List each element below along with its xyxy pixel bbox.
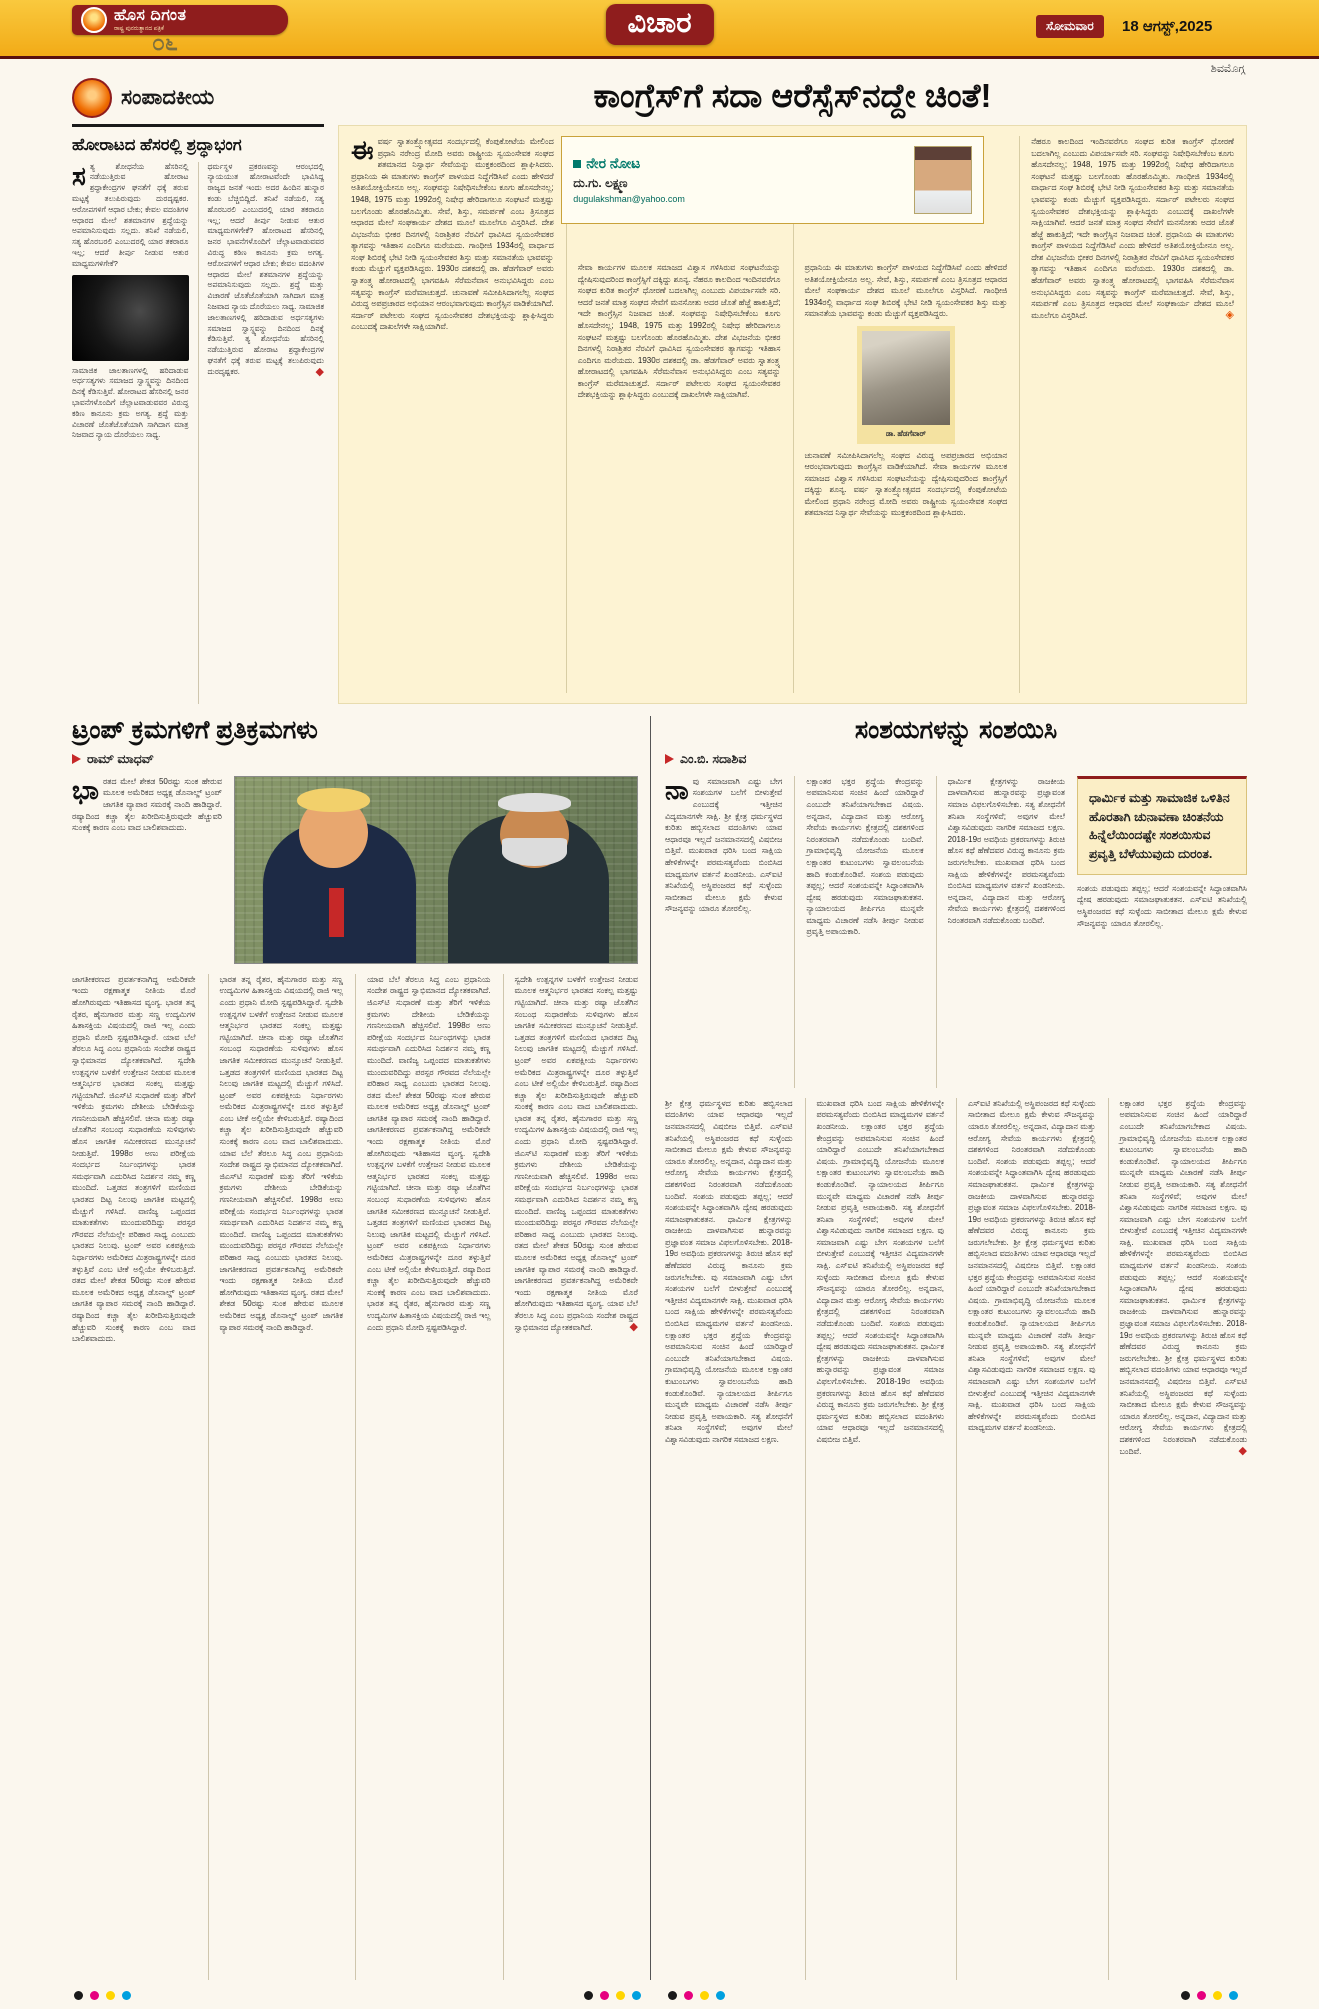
article-text: ಮುಖವಾಡ ಧರಿಸಿ ಬಂದ ಸಾಕ್ಷಿಯ ಹೇಳಿಕೆಗಳನ್ನೇ ಪರಮಸತ್ಯವೆಂದು ಬಿಂಬಿಸಿದ ಮಾಧ್ಯಮಗಳ ವರ್ತನೆ ಖಂಡನೀಯ. ಲಕ್ಷಾಂತರ ಭಕ್ತರ ಶ್ರದ್ಧೆಯ ಕೇಂದ್ರವನ್ನು ಅಪಮಾನಿಸುವ ಸಂಚಿನ ಹಿಂದೆ ಯಾರಿದ್ದಾರೆ ಎಂಬುದೇ ತನಿಖೆಯಾಗಬೇಕಾದ ವಿಷಯ. ಗ್ರಾಮಾಭಿವೃದ್ಧಿ ಯೋಜನೆಯ ಮೂಲಕ ಲಕ್ಷಾಂತರ ಕುಟುಂಬಗಳು ಸ್ವಾವಲಂಬನೆಯ ಹಾದಿ ಕಂಡುಕೊಂಡಿವೆ. ನ್ಯಾಯಾಲಯದ ತೀರ್ಪಿಗೂ ಮುನ್ನವೇ ಮಾಧ್ಯಮ ವಿಚಾರಣೆ ನಡೆಸಿ ತೀರ್ಪು ನೀಡುವ ಪ್ರವೃತ್ತಿ ಅಪಾಯಕಾರಿ. ಸತ್ಯ ಶೋಧನೆಗೆ ತನಿಖಾ ಸಂಸ್ಥೆಗಳಿವೆ; ಅವುಗಳ ಮೇಲೆ ವಿಶ್ವಾಸವಿಡುವುದು ನಾಗರಿಕ ಸಮಾಜದ ಲಕ್ಷಣ. ವು ಸಮಾಜವಾಗಿ ಎಷ್ಟು ಬೇಗ ಸಂಶಯಗಳ ಬಲೆಗೆ ಬೀಳುತ್ತೇವೆ ಎಂಬುದಕ್ಕೆ ಇತ್ತೀಚಿನ ವಿದ್ಯಮಾನಗಳೇ ಸಾಕ್ಷಿ. ಎಸ್‌ಐಟಿ ತನಿಖೆಯಲ್ಲಿ ಅಸ್ಥಿಪಂಜರದ ಕಥೆ ಸುಳ್ಳೆಂದು ಸಾಬೀತಾದ ಮೇಲೂ ಕ್ಷಮೆ ಕೇಳುವ ಸೌಜನ್ಯವನ್ನು ಯಾರೂ ತೋರಲಿಲ್ಲ. ಅನ್ನದಾನ, ವಿದ್ಯಾದಾನ ಮತ್ತು ಆರೋಗ್ಯ ಸೇವೆಯ ಕಾರ್ಯಗಳು ಕ್ಷೇತ್ರದಲ್ಲಿ ದಶಕಗಳಿಂದ ನಿರಂತರವಾಗಿ ನಡೆದುಕೊಂಡು ಬಂದಿವೆ. ಸಂಶಯ ಪಡುವುದು ತಪ್ಪಲ್ಲ; ಆದರೆ ಸಂಶಯವನ್ನೇ ಸಿದ್ಧಾಂತವಾಗಿಸಿ ದ್ವೇಷ ಹರಡುವುದು ಸಮಾಜಘಾತುಕತನ. ಧಾರ್ಮಿಕ ಕ್ಷೇತ್ರಗಳನ್ನು ರಾಜಕೀಯ ದಾಳವಾಗಿಸುವ ಹುನ್ನಾರವನ್ನು ಪ್ರಜ್ಞಾವಂತ ಸಮಾಜ ವಿಫಲಗೊಳಿಸಬೇಕು. 2018-19ರ ಅವಧಿಯ ಪ್ರಕರಣಗಳನ್ನು ತಿರುಚಿ ಹೊಸ ಕಥೆ ಹೆಣೆದವರ ವಿರುದ್ಧ ಕಾನೂನು ಕ್ರಮ ಜರುಗಲೇಬೇಕು. ಶ್ರೀ ಕ್ಷೇತ್ರ ಧರ್ಮಸ್ಥಳದ ಕುರಿತು ಹಬ್ಬಿಸಲಾದ ವದಂತಿಗಳು ಯಾವ ಆಧಾರವೂ ಇಲ್ಲದೆ ಜನಮಾನಸದಲ್ಲಿ ವಿಷಬೀಜ ಬಿತ್ತಿವೆ.: [816, 1098, 944, 1444]
article-column: [72, 974, 196, 1980]
byline-arrow-icon: [665, 754, 674, 764]
article-text: ಸ್ವದೇಶಿ ಉತ್ಪನ್ನಗಳ ಬಳಕೆಗೆ ಉತ್ತೇಜನ ನೀಡುವ ಮೂಲಕ ಆತ್ಮನಿರ್ಭರ ಭಾರತದ ಸಂಕಲ್ಪ ಮತ್ತಷ್ಟು ಗಟ್ಟಿಯಾಗಿದೆ. ಚೀನಾ ಮತ್ತು ರಷ್ಯಾ ಜೊತೆಗಿನ ಸಂಬಂಧ ಸುಧಾರಣೆಯ ಸುಳಿವುಗಳು ಹೊಸ ಜಾಗತಿಕ ಸಮೀಕರಣದ ಮುನ್ಸೂಚನೆ ನೀಡುತ್ತಿವೆ. ಒತ್ತಡದ ತಂತ್ರಗಳಿಗೆ ಮಣಿಯದ ಭಾರತದ ದಿಟ್ಟ ನಿಲುವು ಜಾಗತಿಕ ಮಟ್ಟದಲ್ಲಿ ಮೆಚ್ಚುಗೆ ಗಳಿಸಿದೆ. ಟ್ರಂಪ್ ಅವರ ಏಕಪಕ್ಷೀಯ ನಿರ್ಧಾರಗಳು ಅಮೆರಿಕದ ಮಿತ್ರರಾಷ್ಟ್ರಗಳನ್ನೇ ದೂರ ತಳ್ಳುತ್ತಿವೆ ಎಂಬ ಟೀಕೆ ಅಲ್ಲಿಯೇ ಕೇಳಿಬರುತ್ತಿದೆ. ರಷ್ಯಾದಿಂದ ಕಚ್ಚಾ ತೈಲ ಖರೀದಿಸುತ್ತಿರುವುದೇ ಹೆಚ್ಚುವರಿ ಸುಂಕಕ್ಕೆ ಕಾರಣ ಎಂಬ ವಾದ ಬಾಲಿಶವಾದುದು. ಭಾರತ ತನ್ನ ರೈತರ, ಹೈನುಗಾರರ ಮತ್ತು ಸಣ್ಣ ಉದ್ಯಮಿಗಳ ಹಿತಾಸಕ್ತಿಯ ವಿಷಯದಲ್ಲಿ ರಾಜಿ ಇಲ್ಲ ಎಂದು ಪ್ರಧಾನಿ ಮೋದಿ ಸ್ಪಷ್ಟಪಡಿಸಿದ್ದಾರೆ. ಜಿಎಸ್‌ಟಿ ಸುಧಾರಣೆ ಮತ್ತು ತೆರಿಗೆ ಇಳಿಕೆಯ ಕ್ರಮಗಳು ದೇಶೀಯ ಬೇಡಿಕೆಯನ್ನು ಗಣನೀಯವಾಗಿ ಹೆಚ್ಚಿಸಲಿವೆ. 1998ರ ಅಣು ಪರೀಕ್ಷೆಯ ಸಂದರ್ಭದ ನಿರ್ಬಂಧಗಳನ್ನು ಭಾರತ ಸಮರ್ಥವಾಗಿ ಎದುರಿಸಿದ ನಿದರ್ಶನ ನಮ್ಮ ಕಣ್ಣ ಮುಂದಿದೆ. ವಾಣಿಜ್ಯ ಒಪ್ಪಂದದ ಮಾತುಕತೆಗಳು ಮುಂದುವರಿದಿದ್ದು ಪರಸ್ಪರ ಗೌರವದ ನೆಲೆಯಲ್ಲೇ ಪರಿಹಾರ ಸಾಧ್ಯ ಎಂಬುದು ಭಾರತದ ನಿಲುವು. ರತದ ಮೇಲೆ ಶೇಕಡ 50ರಷ್ಟು ಸುಂಕ ಹೇರುವ ಮೂಲಕ ಅಮೆರಿಕದ ಅಧ್ಯಕ್ಷ ಡೊನಾಲ್ಡ್ ಟ್ರಂಪ್ ಜಾಗತಿಕ ವ್ಯಾಪಾರ ಸಮರಕ್ಕೆ ನಾಂದಿ ಹಾಡಿದ್ದಾರೆ. ಜಾಗತೀಕರಣದ ಪ್ರವರ್ತಕನಾಗಿದ್ದ ಅಮೆರಿಕವೇ ಇಂದು ರಕ್ಷಣಾತ್ಮಕ ನೀತಿಯ ಮೊರೆ ಹೋಗಿರುವುದು ಇತಿಹಾಸದ ವ್ಯಂಗ್ಯ. ಯಾವ ಬೆಲೆ ತೆರಲೂ ಸಿದ್ಧ ಎಂಬ ಪ್ರಧಾನಿಯ ಸಂದೇಶ ರಾಷ್ಟ್ರದ ಸ್ವಾಭಿಮಾನದ ದ್ಯೋತಕವಾಗಿದೆ.: [514, 974, 638, 1332]
article-text: ವರ್ಷ ಸ್ವಾತಂತ್ರ್ಯೋತ್ಸವದ ಸಂದರ್ಭದಲ್ಲಿ ಕೆಂಪುಕೋಟೆಯ ಮೇಲಿಂದ ಪ್ರಧಾನಿ ನರೇಂದ್ರ ಮೋದಿ ಅವರು ರಾಷ್ಟ್ರೀಯ ಸ್ವಯಂಸೇವಕ ಸಂಘದ ಶತಮಾನದ ನಿಸ್ವಾರ್ಥ ಸೇವೆಯನ್ನು ಮುಕ್ತಕಂಠದಿಂದ ಶ್ಲಾಘಿಸಿದರು. ಪ್ರಧಾನಿಯ ಈ ಮಾತುಗಳು ಕಾಂಗ್ರೆಸ್ ಪಾಳಯದ ನಿದ್ದೆಗೆಡಿಸಿವೆ ಎಂದು ಹೇಳಿದರೆ ಅತಿಶಯೋಕ್ತಿಯೇನೂ ಅಲ್ಲ. ಸಂಘವನ್ನು ನಿಷೇಧಿಸಬೇಕೆಂಬ ಕೂಗು ಹೊಸದೇನಲ್ಲ; 1948, 1975 ಮತ್ತು 1992ರಲ್ಲಿ ನಿಷೇಧ ಹೇರಿದಾಗಲೂ ಸಂಘಟನೆ ಮತ್ತಷ್ಟು ಬಲಗೊಂಡು ಹೊರಹೊಮ್ಮಿತು. ಸೇವೆ, ಶಿಸ್ತು, ಸಮರ್ಪಣೆ ಎಂಬ ತ್ರಿಸೂತ್ರದ ಆಧಾರದ ಮೇಲೆ ಸಂಘಕಾರ್ಯ ದೇಶದ ಮೂಲೆ ಮೂಲೆಗೂ ವಿಸ್ತರಿಸಿದೆ. ದೇಶ ವಿಭಜನೆಯ ಭೀಕರ ದಿನಗಳಲ್ಲಿ ನಿರಾಶ್ರಿತರ ನೆರವಿಗೆ ಧಾವಿಸಿದ ಸ್ವಯಂಸೇವಕರ ತ್ಯಾಗವನ್ನು ಇತಿಹಾಸ ಎಂದಿಗೂ ಮರೆಯದು. ಗಾಂಧೀಜಿ 1934ರಲ್ಲಿ ವಾರ್ಧಾದ ಸಂಘ ಶಿಬಿರಕ್ಕೆ ಭೇಟಿ ನೀಡಿ ಸ್ವಯಂಸೇವಕರ ಶಿಸ್ತು ಮತ್ತು ಸಮಾನತೆಯ ಭಾವವನ್ನು ಕಂಡು ಮೆಚ್ಚುಗೆ ವ್ಯಕ್ತಪಡಿಸಿದ್ದರು. 1930ರ ದಶಕದಲ್ಲಿ ಡಾ. ಹೆಡಗೆವಾರ್ ಅವರು ಸ್ವಾತಂತ್ರ್ಯ ಹೋರಾಟದಲ್ಲಿ ಭಾಗವಹಿಸಿ ಸೆರೆಮನೆವಾಸ ಅನುಭವಿಸಿದ್ದರು ಎಂಬ ಸತ್ಯವನ್ನು ಕಾಂಗ್ರೆಸ್ ಮರೆಮಾಚುತ್ತದೆ. ಚುನಾವಣೆ ಸಮೀಪಿಸಿದಾಗಲೆಲ್ಲ ಸಂಘದ ವಿರುದ್ಧ ಅಪಪ್ರಚಾರದ ಅಭಿಯಾನ ಆರಂಭವಾಗುವುದು ಕಾಂಗ್ರೆಸ್ಸಿನ ವಾಡಿಕೆಯಾಗಿದೆ. ಸರ್ದಾರ್ ಪಟೇಲರು ಸಂಘದ ಸ್ವಯಂಸೇವಕರ ದೇಶಭಕ್ತಿಯನ್ನು ಶ್ಲಾಘಿಸಿದ್ದರು ಎಂಬುದಕ್ಕೆ ದಾಖಲೆಗಳೇ ಸಾಕ್ಷಿಯಾಗಿವೆ.: [351, 136, 554, 332]
registration-dot-black: [74, 1991, 83, 2000]
article-text: ಯಾವ ಬೆಲೆ ತೆರಲೂ ಸಿದ್ಧ ಎಂಬ ಪ್ರಧಾನಿಯ ಸಂದೇಶ ರಾಷ್ಟ್ರದ ಸ್ವಾಭಿಮಾನದ ದ್ಯೋತಕವಾಗಿದೆ. ಜಿಎಸ್‌ಟಿ ಸುಧಾರಣೆ ಮತ್ತು ತೆರಿಗೆ ಇಳಿಕೆಯ ಕ್ರಮಗಳು ದೇಶೀಯ ಬೇಡಿಕೆಯನ್ನು ಗಣನೀಯವಾಗಿ ಹೆಚ್ಚಿಸಲಿವೆ. 1998ರ ಅಣು ಪರೀಕ್ಷೆಯ ಸಂದರ್ಭದ ನಿರ್ಬಂಧಗಳನ್ನು ಭಾರತ ಸಮರ್ಥವಾಗಿ ಎದುರಿಸಿದ ನಿದರ್ಶನ ನಮ್ಮ ಕಣ್ಣ ಮುಂದಿದೆ. ವಾಣಿಜ್ಯ ಒಪ್ಪಂದದ ಮಾತುಕತೆಗಳು ಮುಂದುವರಿದಿದ್ದು ಪರಸ್ಪರ ಗೌರವದ ನೆಲೆಯಲ್ಲೇ ಪರಿಹಾರ ಸಾಧ್ಯ ಎಂಬುದು ಭಾರತದ ನಿಲುವು. ರತದ ಮೇಲೆ ಶೇಕಡ 50ರಷ್ಟು ಸುಂಕ ಹೇರುವ ಮೂಲಕ ಅಮೆರಿಕದ ಅಧ್ಯಕ್ಷ ಡೊನಾಲ್ಡ್ ಟ್ರಂಪ್ ಜಾಗತಿಕ ವ್ಯಾಪಾರ ಸಮರಕ್ಕೆ ನಾಂದಿ ಹಾಡಿದ್ದಾರೆ. ಜಾಗತೀಕರಣದ ಪ್ರವರ್ತಕನಾಗಿದ್ದ ಅಮೆರಿಕವೇ ಇಂದು ರಕ್ಷಣಾತ್ಮಕ ನೀತಿಯ ಮೊರೆ ಹೋಗಿರುವುದು ಇತಿಹಾಸದ ವ್ಯಂಗ್ಯ. ಸ್ವದೇಶಿ ಉತ್ಪನ್ನಗಳ ಬಳಕೆಗೆ ಉತ್ತೇಜನ ನೀಡುವ ಮೂಲಕ ಆತ್ಮನಿರ್ಭರ ಭಾರತದ ಸಂಕಲ್ಪ ಮತ್ತಷ್ಟು ಗಟ್ಟಿಯಾಗಿದೆ. ಚೀನಾ ಮತ್ತು ರಷ್ಯಾ ಜೊತೆಗಿನ ಸಂಬಂಧ ಸುಧಾರಣೆಯ ಸುಳಿವುಗಳು ಹೊಸ ಜಾಗತಿಕ ಸಮೀಕರಣದ ಮುನ್ಸೂಚನೆ ನೀಡುತ್ತಿವೆ. ಒತ್ತಡದ ತಂತ್ರಗಳಿಗೆ ಮಣಿಯದ ಭಾರತದ ದಿಟ್ಟ ನಿಲುವು ಜಾಗತಿಕ ಮಟ್ಟದಲ್ಲಿ ಮೆಚ್ಚುಗೆ ಗಳಿಸಿದೆ. ಟ್ರಂಪ್ ಅವರ ಏಕಪಕ್ಷೀಯ ನಿರ್ಧಾರಗಳು ಅಮೆರಿಕದ ಮಿತ್ರರಾಷ್ಟ್ರಗಳನ್ನೇ ದೂರ ತಳ್ಳುತ್ತಿವೆ ಎಂಬ ಟೀಕೆ ಅಲ್ಲಿಯೇ ಕೇಳಿಬರುತ್ತಿದೆ. ರಷ್ಯಾದಿಂದ ಕಚ್ಚಾ ತೈಲ ಖರೀದಿಸುತ್ತಿರುವುದೇ ಹೆಚ್ಚುವರಿ ಸುಂಕಕ್ಕೆ ಕಾರಣ ಎಂಬ ವಾದ ಬಾಲಿಶವಾದುದು. ಭಾರತ ತನ್ನ ರೈತರ, ಹೈನುಗಾರರ ಮತ್ತು ಸಣ್ಣ ಉದ್ಯಮಿಗಳ ಹಿತಾಸಕ್ತಿಯ ವಿಷಯದಲ್ಲಿ ರಾಜಿ ಇಲ್ಲ ಎಂದು ಪ್ರಧಾನಿ ಮೋದಿ ಸ್ಪಷ್ಟಪಡಿಸಿದ್ದಾರೆ.: [367, 974, 491, 1332]
article-column: [956, 1098, 1096, 1980]
registration-dot-cyan: [1229, 1991, 1238, 2000]
article-column: [351, 136, 554, 693]
doubt-headline: ಸಂಶಯಗಳನ್ನು ಸಂಶಯಿಸಿ: [854, 716, 1058, 744]
editorial-column: [198, 162, 325, 704]
registration-dot-black: [668, 1991, 677, 2000]
columnist-photo: [914, 146, 972, 214]
columnist-name: ದು.ಗು. ಲಕ್ಷ್ಮಣ: [573, 176, 628, 191]
pullquote-column: [1077, 776, 1247, 1088]
registration-marks-center-right: [668, 1991, 725, 2000]
trump-headline: ಟ್ರಂಪ್ ಕ್ರಮಗಳಿಗೆ ಪ್ರತಿಕ್ರಮಗಳು: [72, 716, 318, 744]
trump-tie: [329, 888, 343, 936]
square-bullet-icon: [573, 160, 581, 168]
portrait-caption: ಡಾ. ಹೆಡಗೆವಾರ್: [885, 428, 926, 438]
editorial-text: ಸಾಮಾಜಿಕ ಜಾಲತಾಣಗಳಲ್ಲಿ ಹರಿದಾಡುವ ಅರ್ಧಸತ್ಯಗಳು ಸಮಾಜದ ಸ್ವಾಸ್ಥ್ಯವನ್ನು ದಿನದಿಂದ ದಿನಕ್ಕೆ ಕೆಡಿಸುತ್ತಿವೆ. ಹೋರಾಟದ ಹೆಸರಿನಲ್ಲಿ ಜನರ ಭಾವನೆಗಳೊಂದಿಗೆ ಚೆಲ್ಲಾಟವಾಡುವವರ ವಿರುದ್ಧ ಕಠಿಣ ಕಾನೂನು ಕ್ರಮ ಅಗತ್ಯ. ಶ್ರದ್ಧೆ ಮತ್ತು ವಿಚಾರಣೆ ಜೊತೆಜೊತೆಯಾಗಿ ಸಾಗಿದಾಗ ಮಾತ್ರ ನಿಜವಾದ ನ್ಯಾಯ ದೊರೆಯಲು ಸಾಧ್ಯ.: [72, 365, 189, 440]
trump-dropcap: ಭಾ: [72, 775, 99, 805]
article-text: ಲಕ್ಷಾಂತರ ಭಕ್ತರ ಶ್ರದ್ಧೆಯ ಕೇಂದ್ರವನ್ನು ಅಪಮಾನಿಸುವ ಸಂಚಿನ ಹಿಂದೆ ಯಾರಿದ್ದಾರೆ ಎಂಬುದೇ ತನಿಖೆಯಾಗಬೇಕಾದ ವಿಷಯ. ಗ್ರಾಮಾಭಿವೃದ್ಧಿ ಯೋಜನೆಯ ಮೂಲಕ ಲಕ್ಷಾಂತರ ಕುಟುಂಬಗಳು ಸ್ವಾವಲಂಬನೆಯ ಹಾದಿ ಕಂಡುಕೊಂಡಿವೆ. ನ್ಯಾಯಾಲಯದ ತೀರ್ಪಿಗೂ ಮುನ್ನವೇ ಮಾಧ್ಯಮ ವಿಚಾರಣೆ ನಡೆಸಿ ತೀರ್ಪು ನೀಡುವ ಪ್ರವೃತ್ತಿ ಅಪಾಯಕಾರಿ. ಸತ್ಯ ಶೋಧನೆಗೆ ತನಿಖಾ ಸಂಸ್ಥೆಗಳಿವೆ; ಅವುಗಳ ಮೇಲೆ ವಿಶ್ವಾಸವಿಡುವುದು ನಾಗರಿಕ ಸಮಾಜದ ಲಕ್ಷಣ. ವು ಸಮಾಜವಾಗಿ ಎಷ್ಟು ಬೇಗ ಸಂಶಯಗಳ ಬಲೆಗೆ ಬೀಳುತ್ತೇವೆ ಎಂಬುದಕ್ಕೆ ಇತ್ತೀಚಿನ ವಿದ್ಯಮಾನಗಳೇ ಸಾಕ್ಷಿ. ಮುಖವಾಡ ಧರಿಸಿ ಬಂದ ಸಾಕ್ಷಿಯ ಹೇಳಿಕೆಗಳನ್ನೇ ಪರಮಸತ್ಯವೆಂದು ಬಿಂಬಿಸಿದ ಮಾಧ್ಯಮಗಳ ವರ್ತನೆ ಖಂಡನೀಯ. ಸಂಶಯ ಪಡುವುದು ತಪ್ಪಲ್ಲ; ಆದರೆ ಸಂಶಯವನ್ನೇ ಸಿದ್ಧಾಂತವಾಗಿಸಿ ದ್ವೇಷ ಹರಡುವುದು ಸಮಾಜಘಾತುಕತನ. ಧಾರ್ಮಿಕ ಕ್ಷೇತ್ರಗಳನ್ನು ರಾಜಕೀಯ ದಾಳವಾಗಿಸುವ ಹುನ್ನಾರವನ್ನು ಪ್ರಜ್ಞಾವಂತ ಸಮಾಜ ವಿಫಲಗೊಳಿಸಬೇಕು. 2018-19ರ ಅವಧಿಯ ಪ್ರಕರಣಗಳನ್ನು ತಿರುಚಿ ಹೊಸ ಕಥೆ ಹೆಣೆದವರ ವಿರುದ್ಧ ಕಾನೂನು ಕ್ರಮ ಜರುಗಲೇಬೇಕು. ಶ್ರೀ ಕ್ಷೇತ್ರ ಧರ್ಮಸ್ಥಳದ ಕುರಿತು ಹಬ್ಬಿಸಲಾದ ವದಂತಿಗಳು ಯಾವ ಆಧಾರವೂ ಇಲ್ಲದೆ ಜನಮಾನಸದಲ್ಲಿ ವಿಷಬೀಜ ಬಿತ್ತಿವೆ. ಎಸ್‌ಐಟಿ ತನಿಖೆಯಲ್ಲಿ ಅಸ್ಥಿಪಂಜರದ ಕಥೆ ಸುಳ್ಳೆಂದು ಸಾಬೀತಾದ ಮೇಲೂ ಕ್ಷಮೆ ಕೇಳುವ ಸೌಜನ್ಯವನ್ನು ಯಾರೂ ತೋರಲಿಲ್ಲ. ಅನ್ನದಾನ, ವಿದ್ಯಾದಾನ ಮತ್ತು ಆರೋಗ್ಯ ಸೇವೆಯ ಕಾರ್ಯಗಳು ಕ್ಷೇತ್ರದಲ್ಲಿ ದಶಕಗಳಿಂದ ನಿರಂತರವಾಗಿ ನಡೆದುಕೊಂಡು ಬಂದಿವೆ.: [1119, 1098, 1247, 1456]
day-badge: ಸೋಮವಾರ: [1036, 15, 1104, 38]
article-column: [72, 776, 222, 964]
article-column: [503, 974, 639, 1980]
section-title: ವಿಚಾರ: [605, 4, 713, 45]
registration-marks-right: [1181, 1991, 1238, 2000]
article-column: [936, 776, 1065, 1088]
modi-beard: [502, 838, 566, 866]
page-number: ೦೬: [152, 29, 178, 55]
columnist-column-title: [573, 155, 902, 172]
editorial-photo: [72, 275, 189, 361]
article-column: [1108, 1098, 1248, 1980]
doubt-byline: [665, 752, 1247, 767]
columnist-email: dugulakshman@yahoo.com: [573, 194, 685, 205]
editorial-text: ಧರ್ಮಸ್ಥಳ ಪ್ರಕರಣವನ್ನು ಆರಂಭದಲ್ಲಿ ನ್ಯಾಯಯುತ ಹೋರಾಟವೆಂದೇ ಭಾವಿಸಿದ್ದ ರಾಜ್ಯದ ಜನತೆ ಇಂದು ಅದರ ಹಿಂದಿನ ಹುನ್ನಾರ ಕಂಡು ಬೆಚ್ಚಿಬಿದ್ದಿದೆ. ತನಿಖೆ ನಡೆಯಲಿ, ಸತ್ಯ ಹೊರಬರಲಿ ಎಂಬುದರಲ್ಲಿ ಯಾರ ತಕರಾರೂ ಇಲ್ಲ; ಆದರೆ ತೀರ್ಪು ನೀಡುವ ಆತುರ ಮಾಧ್ಯಮಗಳಿಗೇಕೆ? ಹೋರಾಟದ ಹೆಸರಿನಲ್ಲಿ ಜನರ ಭಾವನೆಗಳೊಂದಿಗೆ ಚೆಲ್ಲಾಟವಾಡುವವರ ವಿರುದ್ಧ ಕಠಿಣ ಕಾನೂನು ಕ್ರಮ ಅಗತ್ಯ. ಆರೋಪಗಳಿಗೆ ಆಧಾರ ಬೇಕು; ಕೇವಲ ವದಂತಿಗಳ ಆಧಾರದ ಮೇಲೆ ಶತಮಾನಗಳ ಶ್ರದ್ಧೆಯನ್ನು ಅಪಮಾನಿಸುವುದು ಸಲ್ಲದು. ಶ್ರದ್ಧೆ ಮತ್ತು ವಿಚಾರಣೆ ಜೊತೆಜೊತೆಯಾಗಿ ಸಾಗಿದಾಗ ಮಾತ್ರ ನಿಜವಾದ ನ್ಯಾಯ ದೊರೆಯಲು ಸಾಧ್ಯ. ಸಾಮಾಜಿಕ ಜಾಲತಾಣಗಳಲ್ಲಿ ಹರಿದಾಡುವ ಅರ್ಧಸತ್ಯಗಳು ಸಮಾಜದ ಸ್ವಾಸ್ಥ್ಯವನ್ನು ದಿನದಿಂದ ದಿನಕ್ಕೆ ಕೆಡಿಸುತ್ತಿವೆ. ತ್ಯ ಶೋಧನೆಯ ಹೆಸರಿನಲ್ಲಿ ನಡೆಯುತ್ತಿರುವ ಹೋರಾಟ ಶ್ರದ್ಧಾಕೇಂದ್ರಗಳ ಘನತೆಗೆ ಧಕ್ಕೆ ತರುವ ಮಟ್ಟಕ್ಕೆ ತಲುಪಿರುವುದು ದುರದೃಷ್ಟಕರ.: [207, 161, 324, 376]
brand-banner: [72, 5, 288, 35]
registration-dot-yellow: [1213, 1991, 1222, 2000]
registration-dot-black: [584, 1991, 593, 2000]
main-dropcap: ಈ: [351, 135, 374, 165]
main-end-mark: ◈: [1225, 308, 1234, 321]
editorial-end-mark: ◆: [315, 365, 324, 378]
registration-dot-yellow: [700, 1991, 709, 2000]
registration-dot-magenta: [90, 1991, 99, 2000]
article-text: ಪ್ರಧಾನಿಯ ಈ ಮಾತುಗಳು ಕಾಂಗ್ರೆಸ್ ಪಾಳಯದ ನಿದ್ದೆಗೆಡಿಸಿವೆ ಎಂದು ಹೇಳಿದರೆ ಅತಿಶಯೋಕ್ತಿಯೇನೂ ಅಲ್ಲ. ಸೇವೆ, ಶಿಸ್ತು, ಸಮರ್ಪಣೆ ಎಂಬ ತ್ರಿಸೂತ್ರದ ಆಧಾರದ ಮೇಲೆ ಸಂಘಕಾರ್ಯ ದೇಶದ ಮೂಲೆ ಮೂಲೆಗೂ ವಿಸ್ತರಿಸಿದೆ. ಗಾಂಧೀಜಿ 1934ರಲ್ಲಿ ವಾರ್ಧಾದ ಸಂಘ ಶಿಬಿರಕ್ಕೆ ಭೇಟಿ ನೀಡಿ ಸ್ವಯಂಸೇವಕರ ಶಿಸ್ತು ಮತ್ತು ಸಮಾನತೆಯ ಭಾವವನ್ನು ಕಂಡು ಮೆಚ್ಚುಗೆ ವ್ಯಕ್ತಪಡಿಸಿದ್ದರು.: [804, 262, 1008, 319]
editorial-badge-icon: [72, 78, 112, 118]
editorial-dropcap: ಸ: [72, 161, 86, 191]
editorial-header: [72, 78, 324, 127]
article-text: ಧಾರ್ಮಿಕ ಕ್ಷೇತ್ರಗಳನ್ನು ರಾಜಕೀಯ ದಾಳವಾಗಿಸುವ ಹುನ್ನಾರವನ್ನು ಪ್ರಜ್ಞಾವಂತ ಸಮಾಜ ವಿಫಲಗೊಳಿಸಬೇಕು. ಸತ್ಯ ಶೋಧನೆಗೆ ತನಿಖಾ ಸಂಸ್ಥೆಗಳಿವೆ; ಅವುಗಳ ಮೇಲೆ ವಿಶ್ವಾಸವಿಡುವುದು ನಾಗರಿಕ ಸಮಾಜದ ಲಕ್ಷಣ. 2018-19ರ ಅವಧಿಯ ಪ್ರಕರಣಗಳನ್ನು ತಿರುಚಿ ಹೊಸ ಕಥೆ ಹೆಣೆದವರ ವಿರುದ್ಧ ಕಾನೂನು ಕ್ರಮ ಜರುಗಲೇಬೇಕು. ಮುಖವಾಡ ಧರಿಸಿ ಬಂದ ಸಾಕ್ಷಿಯ ಹೇಳಿಕೆಗಳನ್ನೇ ಪರಮಸತ್ಯವೆಂದು ಬಿಂಬಿಸಿದ ಮಾಧ್ಯಮಗಳ ವರ್ತನೆ ಖಂಡನೀಯ. ಅನ್ನದಾನ, ವಿದ್ಯಾದಾನ ಮತ್ತು ಆರೋಗ್ಯ ಸೇವೆಯ ಕಾರ್ಯಗಳು ಕ್ಷೇತ್ರದಲ್ಲಿ ದಶಕಗಳಿಂದ ನಿರಂತರವಾಗಿ ನಡೆದುಕೊಂಡು ಬಂದಿವೆ.: [947, 776, 1065, 925]
article-text: ನೆಹರೂ ಕಾಲದಿಂದ ಇಂದಿನವರೆಗೂ ಸಂಘದ ಕುರಿತ ಕಾಂಗ್ರೆಸ್ ಧೋರಣೆ ಬದಲಾಗಿಲ್ಲ ಎಂಬುದು ವಿಪರ್ಯಾಸವೇ ಸರಿ. ಸಂಘವನ್ನು ನಿಷೇಧಿಸಬೇಕೆಂಬ ಕೂಗು ಹೊಸದೇನಲ್ಲ; 1948, 1975 ಮತ್ತು 1992ರಲ್ಲಿ ನಿಷೇಧ ಹೇರಿದಾಗಲೂ ಸಂಘಟನೆ ಮತ್ತಷ್ಟು ಬಲಗೊಂಡು ಹೊರಹೊಮ್ಮಿತು. ಗಾಂಧೀಜಿ 1934ರಲ್ಲಿ ವಾರ್ಧಾದ ಸಂಘ ಶಿಬಿರಕ್ಕೆ ಭೇಟಿ ನೀಡಿ ಸ್ವಯಂಸೇವಕರ ಶಿಸ್ತು ಮತ್ತು ಸಮಾನತೆಯ ಭಾವವನ್ನು ಕಂಡು ಮೆಚ್ಚುಗೆ ವ್ಯಕ್ತಪಡಿಸಿದ್ದರು. ಸರ್ದಾರ್ ಪಟೇಲರು ಸಂಘದ ಸ್ವಯಂಸೇವಕರ ದೇಶಭಕ್ತಿಯನ್ನು ಶ್ಲಾಘಿಸಿದ್ದರು ಎಂಬುದಕ್ಕೆ ದಾಖಲೆಗಳೇ ಸಾಕ್ಷಿಯಾಗಿವೆ. ಆದರೆ ಜನತೆ ಮಾತ್ರ ಸಂಘದ ಸೇವೆಗೆ ಮನಸೋತು ಅದರ ಜೊತೆ ಹೆಜ್ಜೆ ಹಾಕುತ್ತಿದೆ; ಇದೇ ಕಾಂಗ್ರೆಸ್ಸಿನ ನಿಜವಾದ ಚಿಂತೆ. ಪ್ರಧಾನಿಯ ಈ ಮಾತುಗಳು ಕಾಂಗ್ರೆಸ್ ಪಾಳಯದ ನಿದ್ದೆಗೆಡಿಸಿವೆ ಎಂದು ಹೇಳಿದರೆ ಅತಿಶಯೋಕ್ತಿಯೇನೂ ಅಲ್ಲ. ದೇಶ ವಿಭಜನೆಯ ಭೀಕರ ದಿನಗಳಲ್ಲಿ ನಿರಾಶ್ರಿತರ ನೆರವಿಗೆ ಧಾವಿಸಿದ ಸ್ವಯಂಸೇವಕರ ತ್ಯಾಗವನ್ನು ಇತಿಹಾಸ ಎಂದಿಗೂ ಮರೆಯದು. 1930ರ ದಶಕದಲ್ಲಿ ಡಾ. ಹೆಡಗೆವಾರ್ ಅವರು ಸ್ವಾತಂತ್ರ್ಯ ಹೋರಾಟದಲ್ಲಿ ಭಾಗವಹಿಸಿ ಸೆರೆಮನೆವಾಸ ಅನುಭವಿಸಿದ್ದರು ಎಂಬ ಸತ್ಯವನ್ನು ಕಾಂಗ್ರೆಸ್ ಮರೆಮಾಚುತ್ತದೆ. ಸೇವೆ, ಶಿಸ್ತು, ಸಮರ್ಪಣೆ ಎಂಬ ತ್ರಿಸೂತ್ರದ ಆಧಾರದ ಮೇಲೆ ಸಂಘಕಾರ್ಯ ದೇಶದ ಮೂಲೆ ಮೂಲೆಗೂ ವಿಸ್ತರಿಸಿದೆ.: [1031, 136, 1234, 320]
trump-end-mark: ◆: [629, 1320, 638, 1333]
editorial-section: [72, 78, 324, 704]
article-column: [665, 1098, 793, 1980]
registration-dot-cyan: [122, 1991, 131, 2000]
article-text: ರತದ ಮೇಲೆ ಶೇಕಡ 50ರಷ್ಟು ಸುಂಕ ಹೇರುವ ಮೂಲಕ ಅಮೆರಿಕದ ಅಧ್ಯಕ್ಷ ಡೊನಾಲ್ಡ್ ಟ್ರಂಪ್ ಜಾಗತಿಕ ವ್ಯಾಪಾರ ಸಮರಕ್ಕೆ ನಾಂದಿ ಹಾಡಿದ್ದಾರೆ. ರಷ್ಯಾದಿಂದ ಕಚ್ಚಾ ತೈಲ ಖರೀದಿಸುತ್ತಿರುವುದೇ ಹೆಚ್ಚುವರಿ ಸುಂಕಕ್ಕೆ ಕಾರಣ ಎಂಬ ವಾದ ಬಾಲಿಶವಾದುದು.: [72, 776, 222, 833]
portrait-photo: [862, 331, 950, 425]
trump-article: [72, 716, 650, 1980]
registration-marks-left: [74, 1991, 131, 2000]
registration-dot-cyan: [632, 1991, 641, 2000]
article-text: ಚುನಾವಣೆ ಸಮೀಪಿಸಿದಾಗಲೆಲ್ಲ ಸಂಘದ ವಿರುದ್ಧ ಅಪಪ್ರಚಾರದ ಅಭಿಯಾನ ಆರಂಭವಾಗುವುದು ಕಾಂಗ್ರೆಸ್ಸಿನ ವಾಡಿಕೆಯಾಗಿದೆ. ಸೇವಾ ಕಾರ್ಯಗಳ ಮೂಲಕ ಸಮಾಜದ ವಿಶ್ವಾಸ ಗಳಿಸಿರುವ ಸಂಘಟನೆಯನ್ನು ದ್ವೇಷಿಸುವುದರಿಂದ ಕಾಂಗ್ರೆಸ್ಸಿಗೆ ದಕ್ಕಿದ್ದು ಶೂನ್ಯ. ವರ್ಷ ಸ್ವಾತಂತ್ರ್ಯೋತ್ಸವದ ಸಂದರ್ಭದಲ್ಲಿ ಕೆಂಪುಕೋಟೆಯ ಮೇಲಿಂದ ಪ್ರಧಾನಿ ನರೇಂದ್ರ ಮೋದಿ ಅವರು ರಾಷ್ಟ್ರೀಯ ಸ್ವಯಂಸೇವಕ ಸಂಘದ ಶತಮಾನದ ನಿಸ್ವಾರ್ಥ ಸೇವೆಯನ್ನು ಮುಕ್ತಕಂಠದಿಂದ ಶ್ಲಾಘಿಸಿದರು.: [804, 450, 1008, 518]
article-column: [665, 776, 782, 1088]
article-text: ಎಸ್‌ಐಟಿ ತನಿಖೆಯಲ್ಲಿ ಅಸ್ಥಿಪಂಜರದ ಕಥೆ ಸುಳ್ಳೆಂದು ಸಾಬೀತಾದ ಮೇಲೂ ಕ್ಷಮೆ ಕೇಳುವ ಸೌಜನ್ಯವನ್ನು ಯಾರೂ ತೋರಲಿಲ್ಲ. ಅನ್ನದಾನ, ವಿದ್ಯಾದಾನ ಮತ್ತು ಆರೋಗ್ಯ ಸೇವೆಯ ಕಾರ್ಯಗಳು ಕ್ಷೇತ್ರದಲ್ಲಿ ದಶಕಗಳಿಂದ ನಿರಂತರವಾಗಿ ನಡೆದುಕೊಂಡು ಬಂದಿವೆ. ಸಂಶಯ ಪಡುವುದು ತಪ್ಪಲ್ಲ; ಆದರೆ ಸಂಶಯವನ್ನೇ ಸಿದ್ಧಾಂತವಾಗಿಸಿ ದ್ವೇಷ ಹರಡುವುದು ಸಮಾಜಘಾತುಕತನ. ಧಾರ್ಮಿಕ ಕ್ಷೇತ್ರಗಳನ್ನು ರಾಜಕೀಯ ದಾಳವಾಗಿಸುವ ಹುನ್ನಾರವನ್ನು ಪ್ರಜ್ಞಾವಂತ ಸಮಾಜ ವಿಫಲಗೊಳಿಸಬೇಕು. 2018-19ರ ಅವಧಿಯ ಪ್ರಕರಣಗಳನ್ನು ತಿರುಚಿ ಹೊಸ ಕಥೆ ಹೆಣೆದವರ ವಿರುದ್ಧ ಕಾನೂನು ಕ್ರಮ ಜರುಗಲೇಬೇಕು. ಶ್ರೀ ಕ್ಷೇತ್ರ ಧರ್ಮಸ್ಥಳದ ಕುರಿತು ಹಬ್ಬಿಸಲಾದ ವದಂತಿಗಳು ಯಾವ ಆಧಾರವೂ ಇಲ್ಲದೆ ಜನಮಾನಸದಲ್ಲಿ ವಿಷಬೀಜ ಬಿತ್ತಿವೆ. ಲಕ್ಷಾಂತರ ಭಕ್ತರ ಶ್ರದ್ಧೆಯ ಕೇಂದ್ರವನ್ನು ಅಪಮಾನಿಸುವ ಸಂಚಿನ ಹಿಂದೆ ಯಾರಿದ್ದಾರೆ ಎಂಬುದೇ ತನಿಖೆಯಾಗಬೇಕಾದ ವಿಷಯ. ಗ್ರಾಮಾಭಿವೃದ್ಧಿ ಯೋಜನೆಯ ಮೂಲಕ ಲಕ್ಷಾಂತರ ಕುಟುಂಬಗಳು ಸ್ವಾವಲಂಬನೆಯ ಹಾದಿ ಕಂಡುಕೊಂಡಿವೆ. ನ್ಯಾಯಾಲಯದ ತೀರ್ಪಿಗೂ ಮುನ್ನವೇ ಮಾಧ್ಯಮ ವಿಚಾರಣೆ ನಡೆಸಿ ತೀರ್ಪು ನೀಡುವ ಪ್ರವೃತ್ತಿ ಅಪಾಯಕಾರಿ. ಸತ್ಯ ಶೋಧನೆಗೆ ತನಿಖಾ ಸಂಸ್ಥೆಗಳಿವೆ; ಅವುಗಳ ಮೇಲೆ ವಿಶ್ವಾಸವಿಡುವುದು ನಾಗರಿಕ ಸಮಾಜದ ಲಕ್ಷಣ. ವು ಸಮಾಜವಾಗಿ ಎಷ್ಟು ಬೇಗ ಸಂಶಯಗಳ ಬಲೆಗೆ ಬೀಳುತ್ತೇವೆ ಎಂಬುದಕ್ಕೆ ಇತ್ತೀಚಿನ ವಿದ್ಯಮಾನಗಳೇ ಸಾಕ್ಷಿ. ಮುಖವಾಡ ಧರಿಸಿ ಬಂದ ಸಾಕ್ಷಿಯ ಹೇಳಿಕೆಗಳನ್ನೇ ಪರಮಸತ್ಯವೆಂದು ಬಿಂಬಿಸಿದ ಮಾಧ್ಯಮಗಳ ವರ್ತನೆ ಖಂಡನೀಯ.: [968, 1098, 1096, 1433]
paper-name: ಹೊಸ ದಿಗಂತ: [114, 7, 187, 24]
doubt-body-columns: [665, 1098, 1247, 1980]
registration-dot-yellow: [616, 1991, 625, 2000]
article-text: ವು ಸಮಾಜವಾಗಿ ಎಷ್ಟು ಬೇಗ ಸಂಶಯಗಳ ಬಲೆಗೆ ಬೀಳುತ್ತೇವೆ ಎಂಬುದಕ್ಕೆ ಇತ್ತೀಚಿನ ವಿದ್ಯಮಾನಗಳೇ ಸಾಕ್ಷಿ. ಶ್ರೀ ಕ್ಷೇತ್ರ ಧರ್ಮಸ್ಥಳದ ಕುರಿತು ಹಬ್ಬಿಸಲಾದ ವದಂತಿಗಳು ಯಾವ ಆಧಾರವೂ ಇಲ್ಲದೆ ಜನಮಾನಸದಲ್ಲಿ ವಿಷಬೀಜ ಬಿತ್ತಿವೆ. ಮುಖವಾಡ ಧರಿಸಿ ಬಂದ ಸಾಕ್ಷಿಯ ಹೇಳಿಕೆಗಳನ್ನೇ ಪರಮಸತ್ಯವೆಂದು ಬಿಂಬಿಸಿದ ಮಾಧ್ಯಮಗಳ ವರ್ತನೆ ಖಂಡನೀಯ. ಎಸ್‌ಐಟಿ ತನಿಖೆಯಲ್ಲಿ ಅಸ್ಥಿಪಂಜರದ ಕಥೆ ಸುಳ್ಳೆಂದು ಸಾಬೀತಾದ ಮೇಲೂ ಕ್ಷಮೆ ಕೇಳುವ ಸೌಜನ್ಯವನ್ನು ಯಾರೂ ತೋರಲಿಲ್ಲ.: [665, 776, 783, 914]
registration-dot-cyan: [716, 1991, 725, 2000]
article-text: ಭಾರತ ತನ್ನ ರೈತರ, ಹೈನುಗಾರರ ಮತ್ತು ಸಣ್ಣ ಉದ್ಯಮಿಗಳ ಹಿತಾಸಕ್ತಿಯ ವಿಷಯದಲ್ಲಿ ರಾಜಿ ಇಲ್ಲ ಎಂದು ಪ್ರಧಾನಿ ಮೋದಿ ಸ್ಪಷ್ಟಪಡಿಸಿದ್ದಾರೆ. ಸ್ವದೇಶಿ ಉತ್ಪನ್ನಗಳ ಬಳಕೆಗೆ ಉತ್ತೇಜನ ನೀಡುವ ಮೂಲಕ ಆತ್ಮನಿರ್ಭರ ಭಾರತದ ಸಂಕಲ್ಪ ಮತ್ತಷ್ಟು ಗಟ್ಟಿಯಾಗಿದೆ. ಚೀನಾ ಮತ್ತು ರಷ್ಯಾ ಜೊತೆಗಿನ ಸಂಬಂಧ ಸುಧಾರಣೆಯ ಸುಳಿವುಗಳು ಹೊಸ ಜಾಗತಿಕ ಸಮೀಕರಣದ ಮುನ್ಸೂಚನೆ ನೀಡುತ್ತಿವೆ. ಒತ್ತಡದ ತಂತ್ರಗಳಿಗೆ ಮಣಿಯದ ಭಾರತದ ದಿಟ್ಟ ನಿಲುವು ಜಾಗತಿಕ ಮಟ್ಟದಲ್ಲಿ ಮೆಚ್ಚುಗೆ ಗಳಿಸಿದೆ. ಟ್ರಂಪ್ ಅವರ ಏಕಪಕ್ಷೀಯ ನಿರ್ಧಾರಗಳು ಅಮೆರಿಕದ ಮಿತ್ರರಾಷ್ಟ್ರಗಳನ್ನೇ ದೂರ ತಳ್ಳುತ್ತಿವೆ ಎಂಬ ಟೀಕೆ ಅಲ್ಲಿಯೇ ಕೇಳಿಬರುತ್ತಿದೆ. ರಷ್ಯಾದಿಂದ ಕಚ್ಚಾ ತೈಲ ಖರೀದಿಸುತ್ತಿರುವುದೇ ಹೆಚ್ಚುವರಿ ಸುಂಕಕ್ಕೆ ಕಾರಣ ಎಂಬ ವಾದ ಬಾಲಿಶವಾದುದು. ಯಾವ ಬೆಲೆ ತೆರಲೂ ಸಿದ್ಧ ಎಂಬ ಪ್ರಧಾನಿಯ ಸಂದೇಶ ರಾಷ್ಟ್ರದ ಸ್ವಾಭಿಮಾನದ ದ್ಯೋತಕವಾಗಿದೆ. ಜಿಎಸ್‌ಟಿ ಸುಧಾರಣೆ ಮತ್ತು ತೆರಿಗೆ ಇಳಿಕೆಯ ಕ್ರಮಗಳು ದೇಶೀಯ ಬೇಡಿಕೆಯನ್ನು ಗಣನೀಯವಾಗಿ ಹೆಚ್ಚಿಸಲಿವೆ. 1998ರ ಅಣು ಪರೀಕ್ಷೆಯ ಸಂದರ್ಭದ ನಿರ್ಬಂಧಗಳನ್ನು ಭಾರತ ಸಮರ್ಥವಾಗಿ ಎದುರಿಸಿದ ನಿದರ್ಶನ ನಮ್ಮ ಕಣ್ಣ ಮುಂದಿದೆ. ವಾಣಿಜ್ಯ ಒಪ್ಪಂದದ ಮಾತುಕತೆಗಳು ಮುಂದುವರಿದಿದ್ದು ಪರಸ್ಪರ ಗೌರವದ ನೆಲೆಯಲ್ಲೇ ಪರಿಹಾರ ಸಾಧ್ಯ ಎಂಬುದು ಭಾರತದ ನಿಲುವು. ಜಾಗತೀಕರಣದ ಪ್ರವರ್ತಕನಾಗಿದ್ದ ಅಮೆರಿಕವೇ ಇಂದು ರಕ್ಷಣಾತ್ಮಕ ನೀತಿಯ ಮೊರೆ ಹೋಗಿರುವುದು ಇತಿಹಾಸದ ವ್ಯಂಗ್ಯ. ರತದ ಮೇಲೆ ಶೇಕಡ 50ರಷ್ಟು ಸುಂಕ ಹೇರುವ ಮೂಲಕ ಅಮೆರಿಕದ ಅಧ್ಯಕ್ಷ ಡೊನಾಲ್ಡ್ ಟ್ರಂಪ್ ಜಾಗತಿಕ ವ್ಯಾಪಾರ ಸಮರಕ್ಕೆ ನಾಂದಿ ಹಾಡಿದ್ದಾರೆ.: [219, 974, 343, 1332]
article-column: [794, 776, 923, 1088]
doubt-article: [650, 716, 1247, 1980]
article-column: [1077, 883, 1247, 1088]
trump-body-columns: [72, 974, 638, 1980]
inset-portrait: [857, 326, 955, 444]
masthead-rule: [0, 56, 1319, 59]
trump-byline: [72, 752, 638, 767]
article-column: [1019, 136, 1234, 693]
registration-dot-black: [1181, 1991, 1190, 2000]
date-label: 18 ಆಗಸ್ಟ್,2025: [1122, 18, 1213, 35]
article-text: ಸೇವಾ ಕಾರ್ಯಗಳ ಮೂಲಕ ಸಮಾಜದ ವಿಶ್ವಾಸ ಗಳಿಸಿರುವ ಸಂಘಟನೆಯನ್ನು ದ್ವೇಷಿಸುವುದರಿಂದ ಕಾಂಗ್ರೆಸ್ಸಿಗೆ ದಕ್ಕಿದ್ದು ಶೂನ್ಯ. ನೆಹರೂ ಕಾಲದಿಂದ ಇಂದಿನವರೆಗೂ ಸಂಘದ ಕುರಿತ ಕಾಂಗ್ರೆಸ್ ಧೋರಣೆ ಬದಲಾಗಿಲ್ಲ ಎಂಬುದು ವಿಪರ್ಯಾಸವೇ ಸರಿ. ಆದರೆ ಜನತೆ ಮಾತ್ರ ಸಂಘದ ಸೇವೆಗೆ ಮನಸೋತು ಅದರ ಜೊತೆ ಹೆಜ್ಜೆ ಹಾಕುತ್ತಿದೆ; ಇದೇ ಕಾಂಗ್ರೆಸ್ಸಿನ ನಿಜವಾದ ಚಿಂತೆ. ಸಂಘವನ್ನು ನಿಷೇಧಿಸಬೇಕೆಂಬ ಕೂಗು ಹೊಸದೇನಲ್ಲ; 1948, 1975 ಮತ್ತು 1992ರಲ್ಲಿ ನಿಷೇಧ ಹೇರಿದಾಗಲೂ ಸಂಘಟನೆ ಮತ್ತಷ್ಟು ಬಲಗೊಂಡು ಹೊರಹೊಮ್ಮಿತು. ದೇಶ ವಿಭಜನೆಯ ಭೀಕರ ದಿನಗಳಲ್ಲಿ ನಿರಾಶ್ರಿತರ ನೆರವಿಗೆ ಧಾವಿಸಿದ ಸ್ವಯಂಸೇವಕರ ತ್ಯಾಗವನ್ನು ಇತಿಹಾಸ ಎಂದಿಗೂ ಮರೆಯದು. 1930ರ ದಶಕದಲ್ಲಿ ಡಾ. ಹೆಡಗೆವಾರ್ ಅವರು ಸ್ವಾತಂತ್ರ್ಯ ಹೋರಾಟದಲ್ಲಿ ಭಾಗವಹಿಸಿ ಸೆರೆಮನೆವಾಸ ಅನುಭವಿಸಿದ್ದರು ಎಂಬ ಸತ್ಯವನ್ನು ಕಾಂಗ್ರೆಸ್ ಮರೆಮಾಚುತ್ತದೆ. ಸರ್ದಾರ್ ಪಟೇಲರು ಸಂಘದ ಸ್ವಯಂಸೇವಕರ ದೇಶಭಕ್ತಿಯನ್ನು ಶ್ಲಾಘಿಸಿದ್ದರು ಎಂಬುದಕ್ಕೆ ದಾಖಲೆಗಳೇ ಸಾಕ್ಷಿಯಾಗಿವೆ.: [577, 262, 781, 400]
main-article-body: [338, 125, 1247, 704]
article-column: [208, 974, 344, 1980]
doubt-dropcap: ನಾ: [665, 775, 689, 805]
registration-marks-center-left: [584, 1991, 641, 2000]
registration-dot-magenta: [684, 1991, 693, 2000]
article-column: [355, 974, 491, 1980]
columnist-title-text: ನೇರ ನೋಟ: [586, 155, 641, 172]
pull-quote: ಧಾರ್ಮಿಕ ಮತ್ತು ಸಾಮಾಜಿಕ ಒಳಿತಿನ ಹೊರತಾಗಿ ಚುನಾವಣಾ ಚಿಂತನೆಯ ಹಿನ್ನೆಲೆಯಿಂದಷ್ಟೇ ಸಂಶಯಿಸುವ ಪ್ರವೃತ್ತಿ ಬೆಳೆಯುವುದು ದುರಂತ.: [1077, 776, 1247, 875]
trump-modi-photo: [234, 776, 638, 964]
article-text: ಜಾಗತೀಕರಣದ ಪ್ರವರ್ತಕನಾಗಿದ್ದ ಅಮೆರಿಕವೇ ಇಂದು ರಕ್ಷಣಾತ್ಮಕ ನೀತಿಯ ಮೊರೆ ಹೋಗಿರುವುದು ಇತಿಹಾಸದ ವ್ಯಂಗ್ಯ. ಭಾರತ ತನ್ನ ರೈತರ, ಹೈನುಗಾರರ ಮತ್ತು ಸಣ್ಣ ಉದ್ಯಮಿಗಳ ಹಿತಾಸಕ್ತಿಯ ವಿಷಯದಲ್ಲಿ ರಾಜಿ ಇಲ್ಲ ಎಂದು ಪ್ರಧಾನಿ ಮೋದಿ ಸ್ಪಷ್ಟಪಡಿಸಿದ್ದಾರೆ. ಯಾವ ಬೆಲೆ ತೆರಲೂ ಸಿದ್ಧ ಎಂಬ ಪ್ರಧಾನಿಯ ಸಂದೇಶ ರಾಷ್ಟ್ರದ ಸ್ವಾಭಿಮಾನದ ದ್ಯೋತಕವಾಗಿದೆ. ಸ್ವದೇಶಿ ಉತ್ಪನ್ನಗಳ ಬಳಕೆಗೆ ಉತ್ತೇಜನ ನೀಡುವ ಮೂಲಕ ಆತ್ಮನಿರ್ಭರ ಭಾರತದ ಸಂಕಲ್ಪ ಮತ್ತಷ್ಟು ಗಟ್ಟಿಯಾಗಿದೆ. ಜಿಎಸ್‌ಟಿ ಸುಧಾರಣೆ ಮತ್ತು ತೆರಿಗೆ ಇಳಿಕೆಯ ಕ್ರಮಗಳು ದೇಶೀಯ ಬೇಡಿಕೆಯನ್ನು ಗಣನೀಯವಾಗಿ ಹೆಚ್ಚಿಸಲಿವೆ. ಚೀನಾ ಮತ್ತು ರಷ್ಯಾ ಜೊತೆಗಿನ ಸಂಬಂಧ ಸುಧಾರಣೆಯ ಸುಳಿವುಗಳು ಹೊಸ ಜಾಗತಿಕ ಸಮೀಕರಣದ ಮುನ್ಸೂಚನೆ ನೀಡುತ್ತಿವೆ. 1998ರ ಅಣು ಪರೀಕ್ಷೆಯ ಸಂದರ್ಭದ ನಿರ್ಬಂಧಗಳನ್ನು ಭಾರತ ಸಮರ್ಥವಾಗಿ ಎದುರಿಸಿದ ನಿದರ್ಶನ ನಮ್ಮ ಕಣ್ಣ ಮುಂದಿದೆ. ಒತ್ತಡದ ತಂತ್ರಗಳಿಗೆ ಮಣಿಯದ ಭಾರತದ ದಿಟ್ಟ ನಿಲುವು ಜಾಗತಿಕ ಮಟ್ಟದಲ್ಲಿ ಮೆಚ್ಚುಗೆ ಗಳಿಸಿದೆ. ವಾಣಿಜ್ಯ ಒಪ್ಪಂದದ ಮಾತುಕತೆಗಳು ಮುಂದುವರಿದಿದ್ದು ಪರಸ್ಪರ ಗೌರವದ ನೆಲೆಯಲ್ಲೇ ಪರಿಹಾರ ಸಾಧ್ಯ ಎಂಬುದು ಭಾರತದ ನಿಲುವು. ಟ್ರಂಪ್ ಅವರ ಏಕಪಕ್ಷೀಯ ನಿರ್ಧಾರಗಳು ಅಮೆರಿಕದ ಮಿತ್ರರಾಷ್ಟ್ರಗಳನ್ನೇ ದೂರ ತಳ್ಳುತ್ತಿವೆ ಎಂಬ ಟೀಕೆ ಅಲ್ಲಿಯೇ ಕೇಳಿಬರುತ್ತಿದೆ. ರತದ ಮೇಲೆ ಶೇಕಡ 50ರಷ್ಟು ಸುಂಕ ಹೇರುವ ಮೂಲಕ ಅಮೆರಿಕದ ಅಧ್ಯಕ್ಷ ಡೊನಾಲ್ಡ್ ಟ್ರಂಪ್ ಜಾಗತಿಕ ವ್ಯಾಪಾರ ಸಮರಕ್ಕೆ ನಾಂದಿ ಹಾಡಿದ್ದಾರೆ. ರಷ್ಯಾದಿಂದ ಕಚ್ಚಾ ತೈಲ ಖರೀದಿಸುತ್ತಿರುವುದೇ ಹೆಚ್ಚುವರಿ ಸುಂಕಕ್ಕೆ ಕಾರಣ ಎಂಬ ವಾದ ಬಾಲಿಶವಾದುದು.: [72, 974, 196, 1344]
byline-author: ಎಂ.ಬಿ. ಸದಾಶಿವ: [680, 751, 747, 766]
main-article: [338, 78, 1247, 704]
paper-tagline: ರಾಷ್ಟ್ರ ಪುನರುತ್ಥಾನದ ಪತ್ರಿಕೆ: [114, 26, 164, 32]
article-text: ಸಂಶಯ ಪಡುವುದು ತಪ್ಪಲ್ಲ; ಆದರೆ ಸಂಶಯವನ್ನೇ ಸಿದ್ಧಾಂತವಾಗಿಸಿ ದ್ವೇಷ ಹರಡುವುದು ಸಮಾಜಘಾತುಕತನ. ಎಸ್‌ಐಟಿ ತನಿಖೆಯಲ್ಲಿ ಅಸ್ಥಿಪಂಜರದ ಕಥೆ ಸುಳ್ಳೆಂದು ಸಾಬೀತಾದ ಮೇಲೂ ಕ್ಷಮೆ ಕೇಳುವ ಸೌಜನ್ಯವನ್ನು ಯಾರೂ ತೋರಲಿಲ್ಲ.: [1076, 883, 1247, 928]
editorial-column: [72, 162, 189, 704]
editorial-title: ಸಂಪಾದಕೀಯ: [121, 86, 215, 109]
edition-label: ಶಿವಮೊಗ್ಗ: [1210, 63, 1245, 75]
top-section: [72, 78, 1247, 704]
editorial-text: ತ್ಯ ಶೋಧನೆಯ ಹೆಸರಿನಲ್ಲಿ ನಡೆಯುತ್ತಿರುವ ಹೋರಾಟ ಶ್ರದ್ಧಾಕೇಂದ್ರಗಳ ಘನತೆಗೆ ಧಕ್ಕೆ ತರುವ ಮಟ್ಟಕ್ಕೆ ತಲುಪಿರುವುದು ದುರದೃಷ್ಟಕರ. ಆರೋಪಗಳಿಗೆ ಆಧಾರ ಬೇಕು; ಕೇವಲ ವದಂತಿಗಳ ಆಧಾರದ ಮೇಲೆ ಶತಮಾನಗಳ ಶ್ರದ್ಧೆಯನ್ನು ಅಪಮಾನಿಸುವುದು ಸಲ್ಲದು. ತನಿಖೆ ನಡೆಯಲಿ, ಸತ್ಯ ಹೊರಬರಲಿ ಎಂಬುದರಲ್ಲಿ ಯಾರ ತಕರಾರೂ ಇಲ್ಲ; ಆದರೆ ತೀರ್ಪು ನೀಡುವ ಆತುರ ಮಾಧ್ಯಮಗಳಿಗೇಕೆ?: [72, 161, 189, 268]
trump-top-row: [72, 776, 638, 964]
newspaper-logo-icon: [81, 7, 107, 33]
byline-author: ರಾಮ್ ಮಾಧವ್: [87, 751, 154, 766]
main-headline: ಕಾಂಗ್ರೆಸ್‌ಗೆ ಸದಾ ಆರೆಸ್ಸೆಸ್‌ನದ್ದೇ ಚಿಂತೆ!: [593, 77, 992, 114]
byline-arrow-icon: [72, 754, 81, 764]
registration-dot-yellow: [106, 1991, 115, 2000]
editorial-headline: ಹೋರಾಟದ ಹೆಸರಲ್ಲಿ ಶ್ರದ್ಧಾಭಂಗ: [72, 136, 242, 154]
registration-dot-magenta: [1197, 1991, 1206, 2000]
doubt-top-row: [665, 776, 1247, 1088]
trump-hair: [297, 788, 369, 812]
registration-dot-magenta: [600, 1991, 609, 2000]
modi-hair: [498, 793, 570, 812]
doubt-end-mark: ◆: [1238, 1444, 1247, 1457]
bottom-section: [72, 716, 1247, 1980]
article-column: [805, 1098, 945, 1980]
editorial-body: [72, 162, 324, 704]
article-text: ಲಕ್ಷಾಂತರ ಭಕ್ತರ ಶ್ರದ್ಧೆಯ ಕೇಂದ್ರವನ್ನು ಅಪಮಾನಿಸುವ ಸಂಚಿನ ಹಿಂದೆ ಯಾರಿದ್ದಾರೆ ಎಂಬುದೇ ತನಿಖೆಯಾಗಬೇಕಾದ ವಿಷಯ. ಅನ್ನದಾನ, ವಿದ್ಯಾದಾನ ಮತ್ತು ಆರೋಗ್ಯ ಸೇವೆಯ ಕಾರ್ಯಗಳು ಕ್ಷೇತ್ರದಲ್ಲಿ ದಶಕಗಳಿಂದ ನಿರಂತರವಾಗಿ ನಡೆದುಕೊಂಡು ಬಂದಿವೆ. ಗ್ರಾಮಾಭಿವೃದ್ಧಿ ಯೋಜನೆಯ ಮೂಲಕ ಲಕ್ಷಾಂತರ ಕುಟುಂಬಗಳು ಸ್ವಾವಲಂಬನೆಯ ಹಾದಿ ಕಂಡುಕೊಂಡಿವೆ. ಸಂಶಯ ಪಡುವುದು ತಪ್ಪಲ್ಲ; ಆದರೆ ಸಂಶಯವನ್ನೇ ಸಿದ್ಧಾಂತವಾಗಿಸಿ ದ್ವೇಷ ಹರಡುವುದು ಸಮಾಜಘಾತುಕತನ. ನ್ಯಾಯಾಲಯದ ತೀರ್ಪಿಗೂ ಮುನ್ನವೇ ಮಾಧ್ಯಮ ವಿಚಾರಣೆ ನಡೆಸಿ ತೀರ್ಪು ನೀಡುವ ಪ್ರವೃತ್ತಿ ಅಪಾಯಕಾರಿ.: [806, 776, 924, 937]
columnist-box: [561, 136, 984, 224]
article-text: ಶ್ರೀ ಕ್ಷೇತ್ರ ಧರ್ಮಸ್ಥಳದ ಕುರಿತು ಹಬ್ಬಿಸಲಾದ ವದಂತಿಗಳು ಯಾವ ಆಧಾರವೂ ಇಲ್ಲದೆ ಜನಮಾನಸದಲ್ಲಿ ವಿಷಬೀಜ ಬಿತ್ತಿವೆ. ಎಸ್‌ಐಟಿ ತನಿಖೆಯಲ್ಲಿ ಅಸ್ಥಿಪಂಜರದ ಕಥೆ ಸುಳ್ಳೆಂದು ಸಾಬೀತಾದ ಮೇಲೂ ಕ್ಷಮೆ ಕೇಳುವ ಸೌಜನ್ಯವನ್ನು ಯಾರೂ ತೋರಲಿಲ್ಲ. ಅನ್ನದಾನ, ವಿದ್ಯಾದಾನ ಮತ್ತು ಆರೋಗ್ಯ ಸೇವೆಯ ಕಾರ್ಯಗಳು ಕ್ಷೇತ್ರದಲ್ಲಿ ದಶಕಗಳಿಂದ ನಿರಂತರವಾಗಿ ನಡೆದುಕೊಂಡು ಬಂದಿವೆ. ಸಂಶಯ ಪಡುವುದು ತಪ್ಪಲ್ಲ; ಆದರೆ ಸಂಶಯವನ್ನೇ ಸಿದ್ಧಾಂತವಾಗಿಸಿ ದ್ವೇಷ ಹರಡುವುದು ಸಮಾಜಘಾತುಕತನ. ಧಾರ್ಮಿಕ ಕ್ಷೇತ್ರಗಳನ್ನು ರಾಜಕೀಯ ದಾಳವಾಗಿಸುವ ಹುನ್ನಾರವನ್ನು ಪ್ರಜ್ಞಾವಂತ ಸಮಾಜ ವಿಫಲಗೊಳಿಸಬೇಕು. 2018-19ರ ಅವಧಿಯ ಪ್ರಕರಣಗಳನ್ನು ತಿರುಚಿ ಹೊಸ ಕಥೆ ಹೆಣೆದವರ ವಿರುದ್ಧ ಕಾನೂನು ಕ್ರಮ ಜರುಗಲೇಬೇಕು. ವು ಸಮಾಜವಾಗಿ ಎಷ್ಟು ಬೇಗ ಸಂಶಯಗಳ ಬಲೆಗೆ ಬೀಳುತ್ತೇವೆ ಎಂಬುದಕ್ಕೆ ಇತ್ತೀಚಿನ ವಿದ್ಯಮಾನಗಳೇ ಸಾಕ್ಷಿ. ಮುಖವಾಡ ಧರಿಸಿ ಬಂದ ಸಾಕ್ಷಿಯ ಹೇಳಿಕೆಗಳನ್ನೇ ಪರಮಸತ್ಯವೆಂದು ಬಿಂಬಿಸಿದ ಮಾಧ್ಯಮಗಳ ವರ್ತನೆ ಖಂಡನೀಯ. ಲಕ್ಷಾಂತರ ಭಕ್ತರ ಶ್ರದ್ಧೆಯ ಕೇಂದ್ರವನ್ನು ಅಪಮಾನಿಸುವ ಸಂಚಿನ ಹಿಂದೆ ಯಾರಿದ್ದಾರೆ ಎಂಬುದೇ ತನಿಖೆಯಾಗಬೇಕಾದ ವಿಷಯ. ಗ್ರಾಮಾಭಿವೃದ್ಧಿ ಯೋಜನೆಯ ಮೂಲಕ ಲಕ್ಷಾಂತರ ಕುಟುಂಬಗಳು ಸ್ವಾವಲಂಬನೆಯ ಹಾದಿ ಕಂಡುಕೊಂಡಿವೆ. ನ್ಯಾಯಾಲಯದ ತೀರ್ಪಿಗೂ ಮುನ್ನವೇ ಮಾಧ್ಯಮ ವಿಚಾರಣೆ ನಡೆಸಿ ತೀರ್ಪು ನೀಡುವ ಪ್ರವೃತ್ತಿ ಅಪಾಯಕಾರಿ. ಸತ್ಯ ಶೋಧನೆಗೆ ತನಿಖಾ ಸಂಸ್ಥೆಗಳಿವೆ; ಅವುಗಳ ಮೇಲೆ ವಿಶ್ವಾಸವಿಡುವುದು ನಾಗರಿಕ ಸಮಾಜದ ಲಕ್ಷಣ.: [665, 1098, 793, 1444]
